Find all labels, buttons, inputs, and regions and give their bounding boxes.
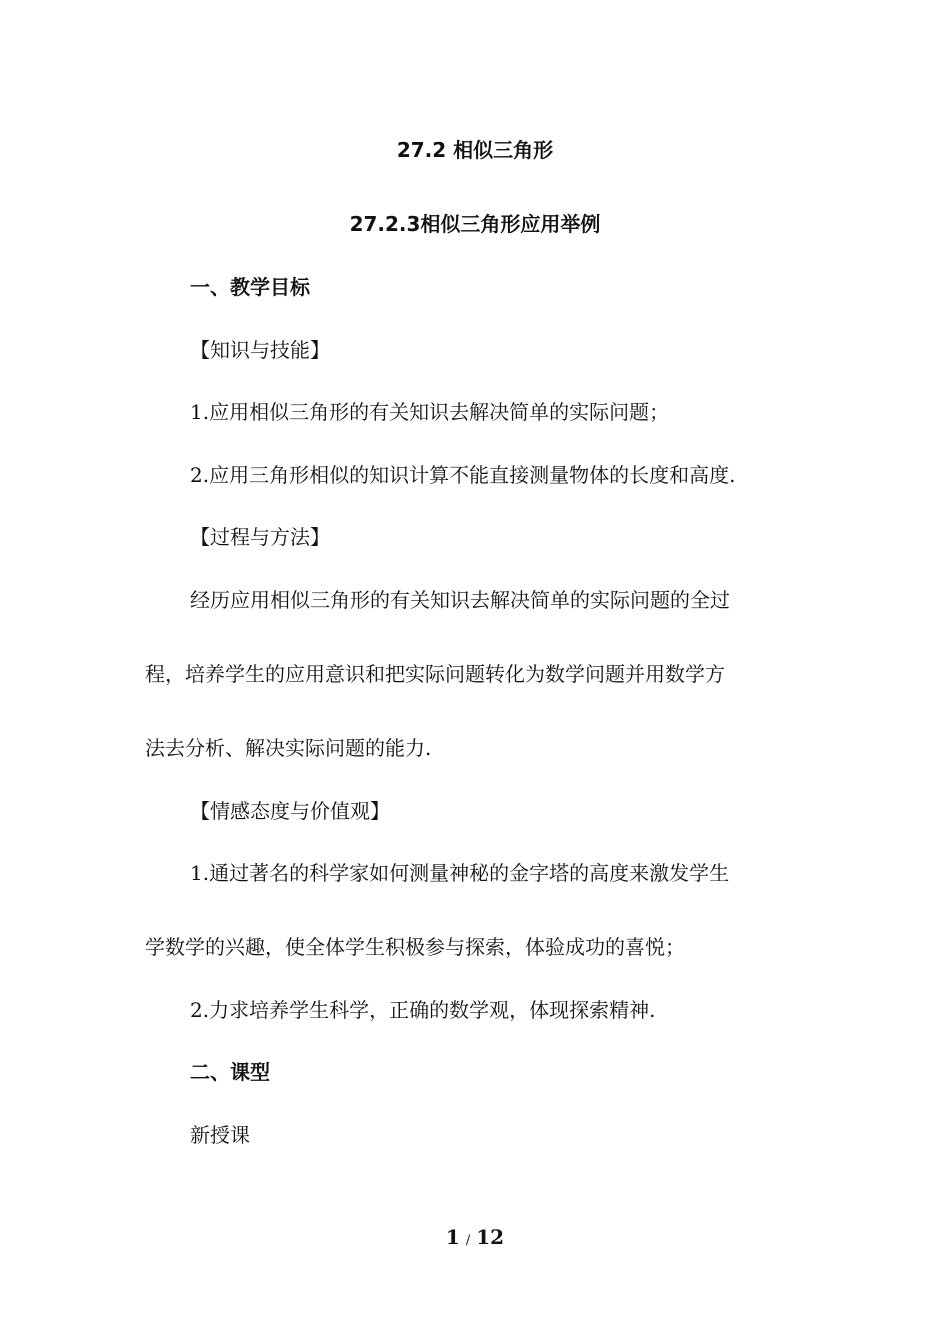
process-text-line-2: 程，培养学生的应用意识和把实际问题转化为数学问题并用数学方 [145, 662, 725, 686]
emotion-item-1-line-2: 学数学的兴趣，使全体学生积极参与探索，体验成功的喜悦； [145, 935, 685, 959]
section-heading-teaching-goals: 一、教学目标 [190, 275, 310, 299]
process-text-line-3: 法去分析、解决实际问题的能力. [145, 736, 432, 760]
page-separator: / [465, 1233, 471, 1248]
emotion-item-2: 2.力求培养学生科学，正确的数学观，体现探索精神. [190, 998, 656, 1022]
emotion-item-1-line-1: 1.通过著名的科学家如何测量神秘的金字塔的高度来激发学生 [190, 861, 730, 885]
page-total: 12 [476, 1225, 505, 1249]
knowledge-skills-label: 【知识与技能】 [190, 338, 330, 362]
page-number [0, 1224, 950, 1254]
emotion-values-label: 【情感态度与价值观】 [190, 799, 390, 823]
process-text-line-1: 经历应用相似三角形的有关知识去解决简单的实际问题的全过 [190, 588, 730, 612]
knowledge-item-1: 1.应用相似三角形的有关知识去解决简单的实际问题； [190, 400, 670, 424]
knowledge-item-2: 2.应用三角形相似的知识计算不能直接测量物体的长度和高度. [190, 463, 736, 487]
lesson-type-content: 新授课 [190, 1123, 250, 1147]
page-current: 1 [445, 1225, 460, 1249]
process-methods-label: 【过程与方法】 [190, 525, 330, 549]
document-title: 27.2 相似三角形 [396, 138, 554, 162]
section-heading-lesson-type: 二、课型 [190, 1060, 270, 1084]
document-subtitle: 27.2.3相似三角形应用举例 [349, 212, 601, 236]
